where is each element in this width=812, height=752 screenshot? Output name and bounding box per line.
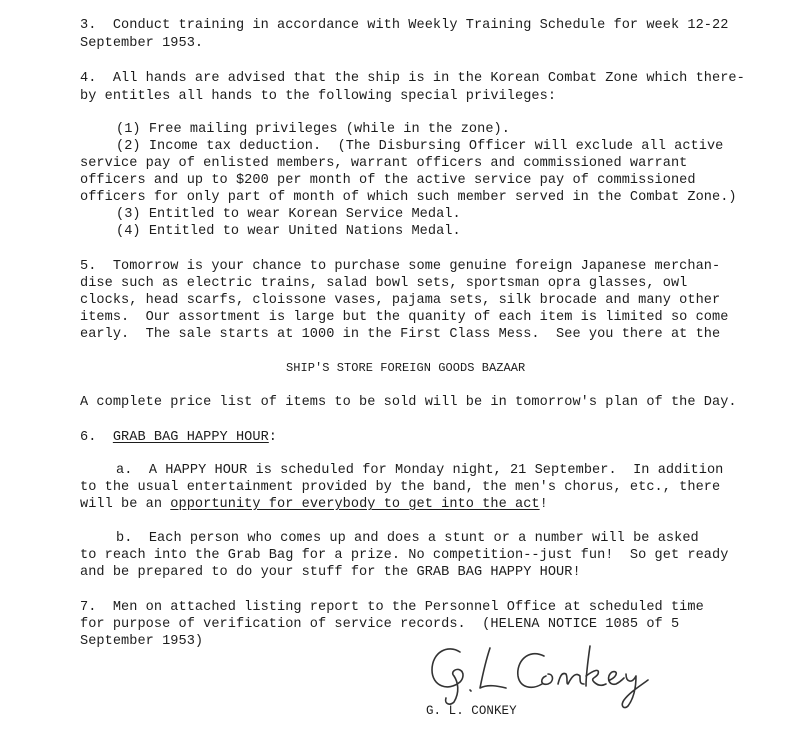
item-a-line-1: a. A HAPPY HOUR is scheduled for Monday night, 21 September. In addition: [116, 463, 724, 478]
paragraph-5-line-3: clocks, head scarfs, cloissone vases, pajama sets, silk brocade and many other: [80, 293, 721, 308]
item-a-line-3: [80, 497, 548, 513]
grab-bag-heading: GRAB BAG HAPPY HOUR: [112, 430, 269, 445]
heading-colon: :: [268, 430, 278, 445]
privilege-item-1: (1) Free mailing privileges (while in the zone).: [116, 122, 510, 137]
item-a-line-3-end: !: [539, 497, 548, 512]
privilege-item-3: (3) Entitled to wear Korean Service Medal.: [116, 207, 461, 222]
paragraph-3-line-1: 3. Conduct training in accordance with Weekly Training Schedule for week 12-22: [80, 18, 729, 33]
paragraph-6-heading-line: [80, 430, 277, 446]
paragraph-7-line-2: for purpose of verification of service records. (HELENA NOTICE 1085 of 5: [80, 617, 680, 632]
privilege-item-2-line-3: officers and up to $200 per month of the active service pay of commissioned: [80, 173, 696, 188]
handwritten-signature: [420, 630, 670, 710]
paragraph-5-line-5: early. The sale starts at 1000 in the First Class Mess. See you there at the: [80, 327, 721, 342]
paragraph-7-line-3: September 1953): [80, 634, 204, 649]
price-list-line: A complete price list of items to be sold will be in tomorrow's plan of the Day.: [80, 395, 737, 410]
item-b-line-2: to reach into the Grab Bag for a prize. No competition--just fun! So get ready: [80, 548, 729, 563]
privilege-item-2-line-2: service pay of enlisted members, warrant officers and commissioned warrant: [80, 156, 688, 171]
paragraph-5-line-1: 5. Tomorrow is your chance to purchase some genuine foreign Japanese merchan-: [80, 259, 721, 274]
privilege-item-4: (4) Entitled to wear United Nations Medal.: [116, 224, 461, 239]
paragraph-7-line-1: 7. Men on attached listing report to the Personnel Office at scheduled time: [80, 600, 704, 615]
privilege-item-2-line-4: officers for only part of month of which such member served in the Combat Zone.): [80, 190, 737, 205]
typed-signature-name: G. L. CONKEY: [426, 704, 517, 718]
paragraph-3-line-2: September 1953.: [80, 36, 204, 51]
item-a-line-2: to the usual entertainment provided by the band, the men's chorus, etc., there: [80, 480, 721, 495]
paragraph-5-line-2: dise such as electric trains, salad bowl sets, sportsman opra glasses, owl: [80, 276, 688, 291]
item-a-line-3-start: will be an: [80, 497, 171, 512]
item-b-line-3: and be prepared to do your stuff for the GRAB BAG HAPPY HOUR!: [80, 565, 581, 580]
paragraph-5-line-4: items. Our assortment is large but the quanity of each item is limited so come: [80, 310, 729, 325]
privilege-item-2-line-1: (2) Income tax deduction. (The Disbursing Officer will exclude all active: [116, 139, 724, 154]
bazaar-title: SHIP'S STORE FOREIGN GOODS BAZAAR: [286, 361, 526, 375]
paragraph-4-line-2: by entitles all hands to the following special privileges:: [80, 89, 557, 104]
paragraph-4-line-1: 4. All hands are advised that the ship is in the Korean Combat Zone which there-: [80, 71, 745, 86]
paragraph-6-number: 6.: [80, 430, 113, 445]
item-b-line-1: b. Each person who comes up and does a stunt or a number will be asked: [116, 531, 699, 546]
opportunity-underlined: opportunity for everybody to get into the act: [170, 497, 540, 512]
